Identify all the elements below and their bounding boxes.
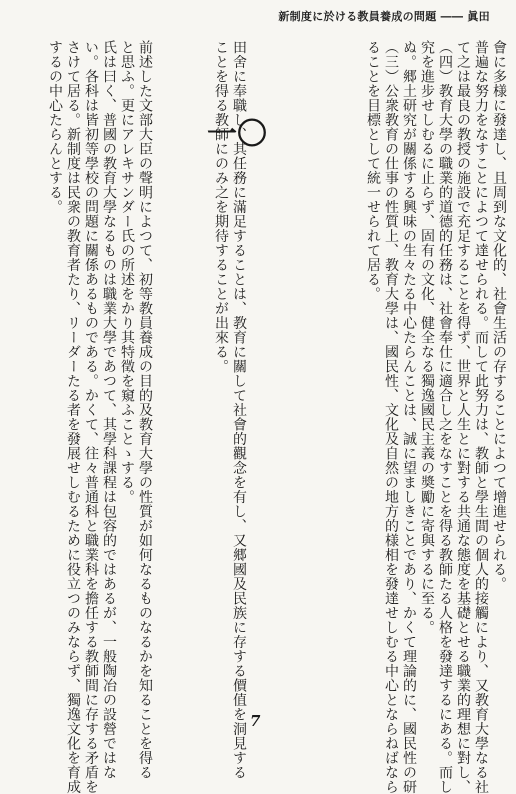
- text-column: さけて居る。新制度は民衆の教育者たり、リーダーたる者を發展せしむるために役立つのみならず、獨逸文化を育成: [65, 40, 81, 794]
- text-column: 氏は曰く、普國の教育大學なるものは職業大學であつて、其學科課程は包容的ではあるが、一般陶冶の設營ではな: [101, 40, 117, 780]
- text-column: 普遍な努力をなすことによつて達せられる。而して此努力は、教師と學生間の個人的接觸により、又教育大學なる社: [473, 40, 489, 794]
- text-column: 前述した文部大臣の聲明によつて、初等教員養成の目的及教育大學の性質が如何なるものなるかを知ることを得る: [137, 40, 153, 780]
- page-number: 7: [250, 712, 261, 730]
- text-column: するの中心たらんとする。: [47, 40, 63, 214]
- text-column: ることを目標として統一せられて居る。: [365, 40, 381, 301]
- running-head: 新制度に於ける教員養成の問題 ―― 眞田: [278, 10, 490, 23]
- text-column: と思ふ。更にアレキサンダー氏の所述をかり其特徵を窺ふことゝする。: [119, 40, 135, 504]
- text-column: て之は最良の教授の施設で充足することを得ず、世界と人生とに對する共通な態度を基礎とせる職業的理想に對し、: [455, 40, 471, 794]
- text-column: ぬ。郷土研究が關係する興味の生々たる中心たらんことは、誠に望ましきことであり、かくて理論的に、國民性の研: [401, 40, 417, 794]
- text-column: 田舍に奉職し、其任務に滿足することは、教育に關して社會的觀念を有し、又郷國及民族に存する價值を洞見する: [231, 40, 247, 780]
- text-column: い。各科は皆初等學校の問題に關係あるものである。かくて、往々普通科と職業科を擔任する教師間に存する矛盾を: [83, 40, 99, 794]
- text-column: （四）教育大學の職業的道德的任務は、社會奉仕に適合し之をなすことを得る教師たる人格を發達するにある。而し: [437, 40, 453, 794]
- section-number: 一〇: [207, 117, 267, 152]
- text-column: 究を進步せしむるに止らず、固有の文化、健全なる獨逸國民主義の奬勵に寄與するに至る。: [419, 40, 435, 635]
- text-column: （三）公衆教育の仕事の性質上、教育大學は、國民性、文化及自然の地方的様相を發達せしむる中心とならねばなら: [383, 40, 399, 794]
- text-column: 會に多様に發達し、且周到な文化的、社會生活の存することによつて增進せられる。: [491, 40, 507, 591]
- text-column: ことを得る教師にのみ之を期待することが出來る。: [213, 40, 229, 374]
